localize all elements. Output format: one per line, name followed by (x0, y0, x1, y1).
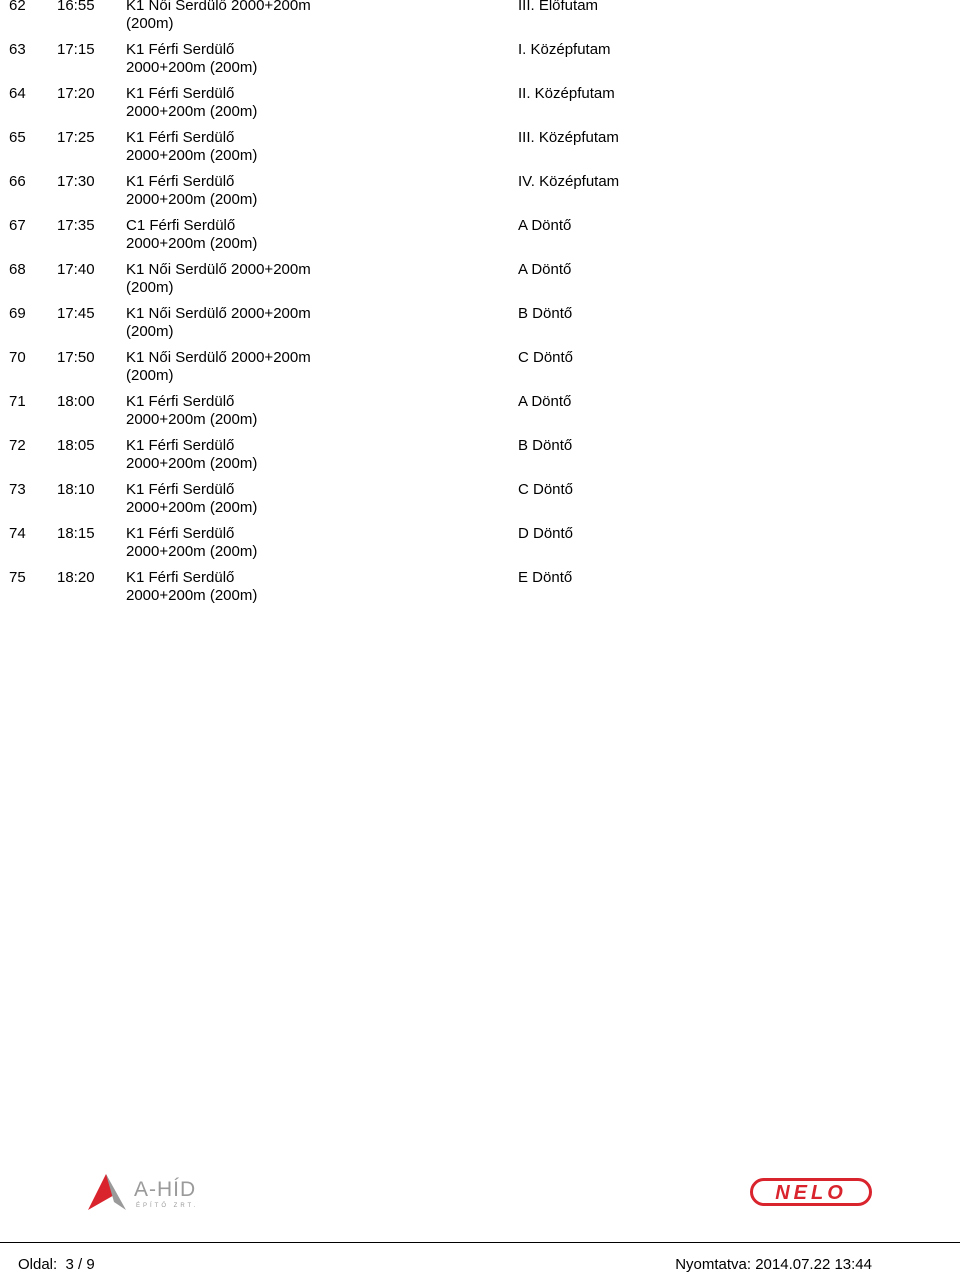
race-event (126, 173, 326, 209)
page-number: Oldal: 3 / 9 (18, 1256, 95, 1273)
race-event-line1: K1 Női Serdülő 2000+200m (126, 305, 311, 322)
race-event-line1: K1 Férfi Serdülő (126, 85, 235, 102)
race-event-line1: K1 Női Serdülő 2000+200m (126, 349, 311, 366)
race-event-line2: 2000+200m (200m) (126, 235, 258, 252)
race-event-line1: K1 Férfi Serdülő (126, 393, 235, 410)
a-hid-logo-text: A-HÍD (134, 1178, 197, 1201)
race-time: 17:15 (57, 41, 95, 58)
a-hid-logo-subtext: ÉPÍTŐ ZRT. (136, 1203, 199, 1209)
schedule-row (0, 41, 960, 85)
race-event-line1: K1 Női Serdülő 2000+200m (126, 261, 311, 278)
race-event-line1: K1 Férfi Serdülő (126, 525, 235, 542)
race-event-line2: 2000+200m (200m) (126, 587, 258, 604)
race-event-line2: (200m) (126, 15, 174, 32)
race-phase: IV. Középfutam (518, 173, 620, 190)
race-phase: C Döntő (518, 349, 574, 366)
schedule-row (0, 129, 960, 173)
schedule-row (0, 261, 960, 305)
schedule-row (0, 85, 960, 129)
a-hid-logo (86, 1172, 228, 1212)
race-event (126, 481, 326, 517)
race-number: 66 (9, 173, 26, 190)
race-phase: B Döntő (518, 305, 573, 322)
schedule-row (0, 173, 960, 217)
race-phase: I. Középfutam (518, 41, 611, 58)
race-event-line2: (200m) (126, 279, 174, 296)
race-event (126, 41, 326, 77)
race-time: 17:45 (57, 305, 95, 322)
race-event-line2: 2000+200m (200m) (126, 147, 258, 164)
race-phase: C Döntő (518, 481, 574, 498)
race-event (126, 261, 326, 297)
race-time: 17:40 (57, 261, 95, 278)
schedule-row (0, 217, 960, 261)
schedule-row (0, 569, 960, 613)
race-event-line2: 2000+200m (200m) (126, 191, 258, 208)
race-time: 17:30 (57, 173, 95, 190)
schedule-row (0, 305, 960, 349)
schedule-row (0, 0, 960, 41)
race-event-line1: K1 Férfi Serdülő (126, 173, 235, 190)
print-timestamp: Nyomtatva: 2014.07.22 13:44 (675, 1256, 872, 1273)
race-event (126, 129, 326, 165)
schedule-row (0, 437, 960, 481)
race-event-line1: K1 Női Serdülő 2000+200m (126, 0, 311, 14)
race-event-line2: 2000+200m (200m) (126, 543, 258, 560)
race-event-line1: K1 Férfi Serdülő (126, 569, 235, 586)
race-time: 17:20 (57, 85, 95, 102)
race-phase: E Döntő (518, 569, 573, 586)
race-time: 18:10 (57, 481, 95, 498)
race-phase: III. Előfutam (518, 0, 599, 14)
race-event (126, 437, 326, 473)
race-event-line2: 2000+200m (200m) (126, 455, 258, 472)
schedule-row (0, 349, 960, 393)
race-time: 17:35 (57, 217, 95, 234)
race-number: 64 (9, 85, 26, 102)
race-event-line2: (200m) (126, 323, 174, 340)
race-phase: III. Középfutam (518, 129, 619, 146)
nelo-logo-text: NELO (775, 1182, 847, 1204)
race-number: 67 (9, 217, 26, 234)
race-event-line2: 2000+200m (200m) (126, 411, 258, 428)
race-time: 18:15 (57, 525, 95, 542)
race-event-line1: K1 Férfi Serdülő (126, 437, 235, 454)
race-number: 72 (9, 437, 26, 454)
race-event-line2: 2000+200m (200m) (126, 59, 258, 76)
schedule-row (0, 393, 960, 437)
race-number: 65 (9, 129, 26, 146)
race-number: 75 (9, 569, 26, 586)
race-event-line2: 2000+200m (200m) (126, 499, 258, 516)
race-event (126, 305, 326, 341)
schedule-row (0, 525, 960, 569)
race-time: 18:05 (57, 437, 95, 454)
race-event (126, 85, 326, 121)
race-phase: II. Középfutam (518, 85, 615, 102)
race-phase: B Döntő (518, 437, 573, 454)
race-event-line2: (200m) (126, 367, 174, 384)
race-event (126, 217, 326, 253)
race-phase: D Döntő (518, 525, 574, 542)
race-event-line1: K1 Férfi Serdülő (126, 129, 235, 146)
race-phase: A Döntő (518, 261, 572, 278)
race-number: 68 (9, 261, 26, 278)
race-number: 69 (9, 305, 26, 322)
schedule-row (0, 481, 960, 525)
race-event (126, 525, 326, 561)
race-event (126, 349, 326, 385)
race-number: 62 (9, 0, 26, 14)
race-time: 18:00 (57, 393, 95, 410)
race-event-line2: 2000+200m (200m) (126, 103, 258, 120)
race-time: 18:20 (57, 569, 95, 586)
race-number: 74 (9, 525, 26, 542)
race-time: 17:25 (57, 129, 95, 146)
race-phase: A Döntő (518, 217, 572, 234)
race-event-line1: K1 Férfi Serdülő (126, 41, 235, 58)
race-event (126, 393, 326, 429)
race-event (126, 0, 326, 33)
race-number: 73 (9, 481, 26, 498)
race-time: 17:50 (57, 349, 95, 366)
race-event-line1: K1 Férfi Serdülő (126, 481, 235, 498)
nelo-logo (750, 1178, 872, 1206)
race-number: 70 (9, 349, 26, 366)
race-event (126, 569, 326, 605)
race-time: 16:55 (57, 0, 95, 14)
schedule-table (0, 0, 960, 613)
race-number: 71 (9, 393, 26, 410)
race-number: 63 (9, 41, 26, 58)
race-phase: A Döntő (518, 393, 572, 410)
footer-divider (0, 1242, 960, 1243)
race-event-line1: C1 Férfi Serdülő (126, 217, 236, 234)
